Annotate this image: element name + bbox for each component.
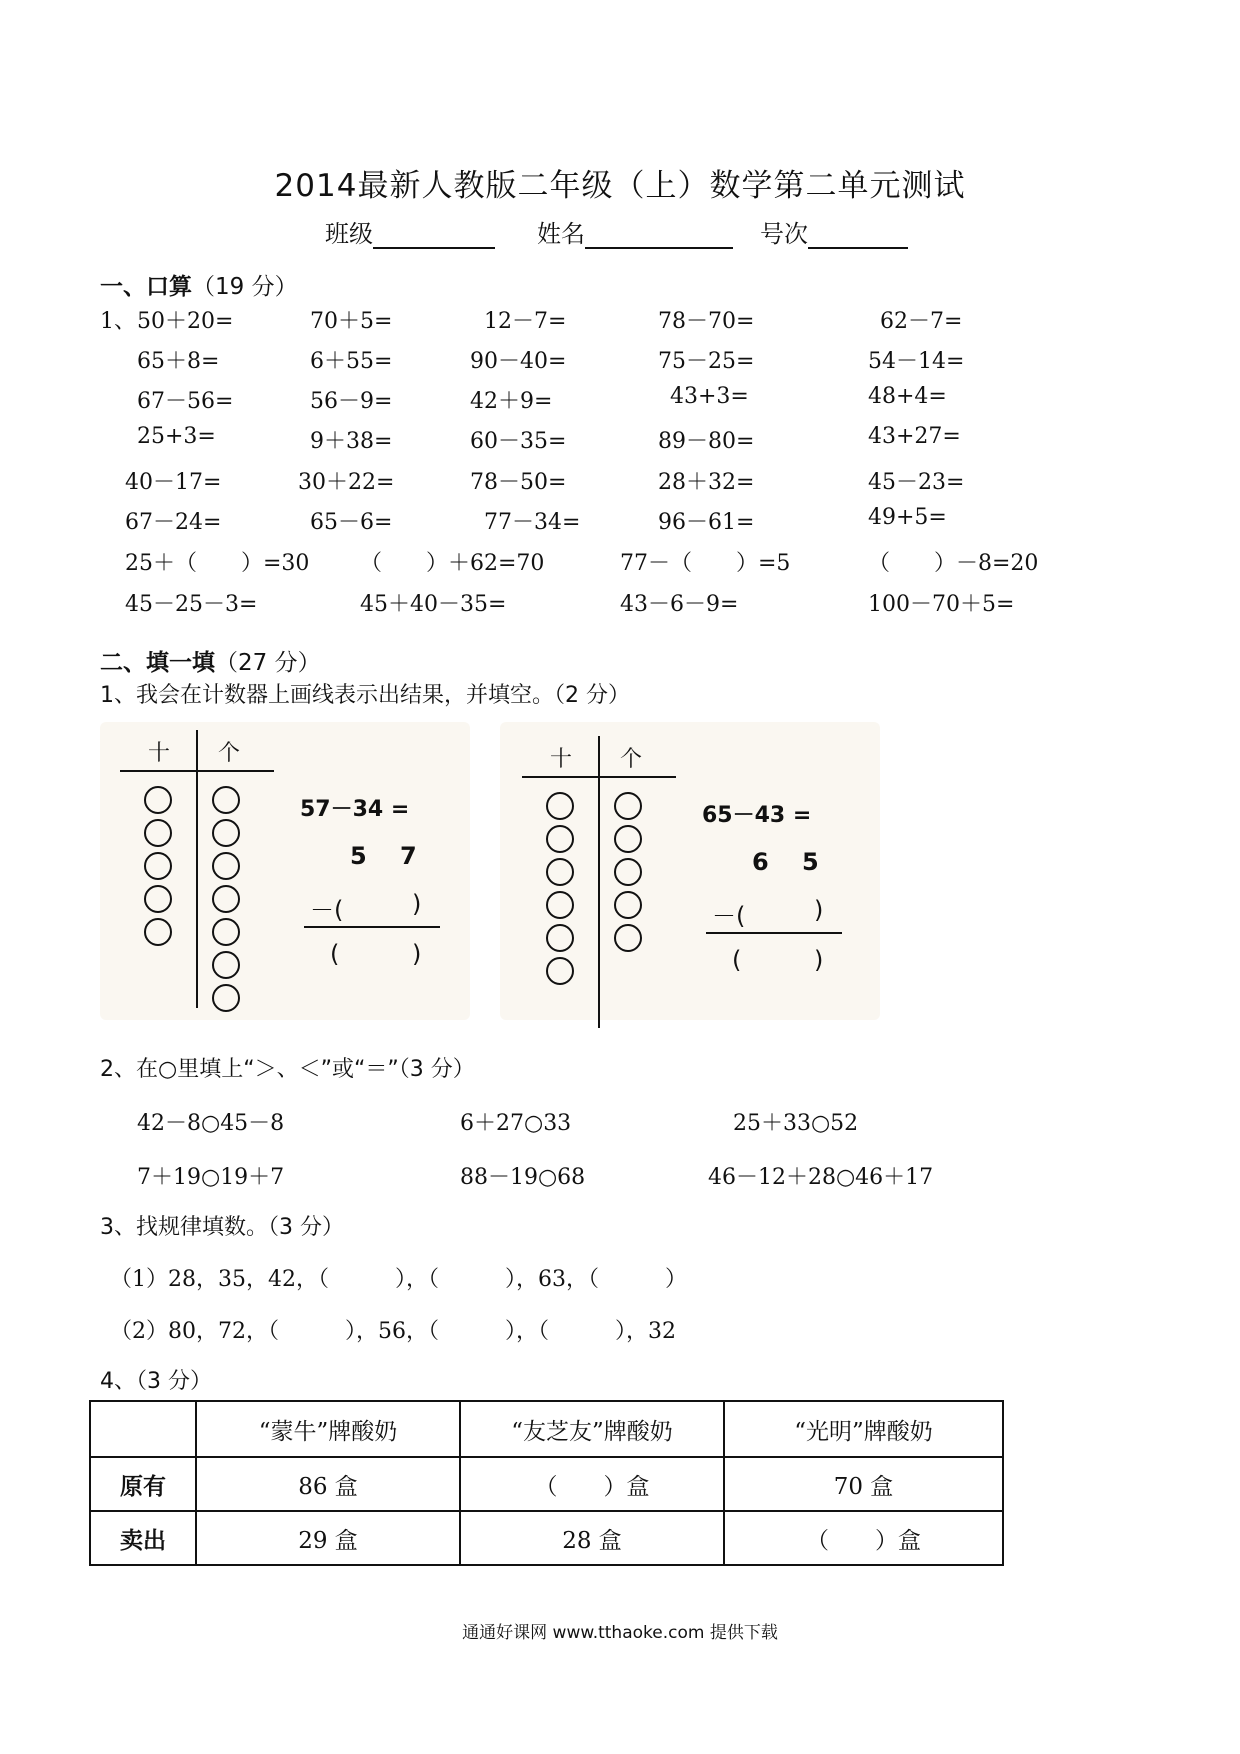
calc-item[interactable]: 43－6－9= xyxy=(620,592,739,617)
calc-item[interactable]: 40－17= xyxy=(125,470,222,495)
ones-label: 个 xyxy=(218,741,241,766)
tens-bead xyxy=(144,885,172,913)
calc-item[interactable]: 77－（ ）=5 xyxy=(620,551,791,576)
table-cell: 28 盒 xyxy=(460,1511,724,1565)
number-label: 号次 xyxy=(760,220,808,248)
section1-title: 一、口算 xyxy=(100,274,192,300)
row-label: 卖出 xyxy=(90,1511,196,1565)
calc-item[interactable]: 6＋55= xyxy=(310,349,393,374)
table-row xyxy=(90,1511,1003,1565)
name-blank[interactable] xyxy=(585,221,733,249)
tens-bead xyxy=(144,918,172,946)
ones-bead xyxy=(212,885,240,913)
ones-bead xyxy=(212,984,240,1012)
ones-bead xyxy=(614,825,642,853)
calc-item[interactable]: 89－80= xyxy=(658,429,755,454)
calc-item[interactable]: 28＋32= xyxy=(658,470,755,495)
calc-item[interactable]: 78－70= xyxy=(658,309,755,334)
calc-item[interactable]: 42＋9= xyxy=(470,389,553,414)
table-header-cell: “光明”牌酸奶 xyxy=(724,1401,1003,1457)
question-1: 1、我会在计数器上画线表示出结果，并填空。（2 分） xyxy=(100,683,630,708)
result-open[interactable]: ( xyxy=(732,946,742,974)
ones-bead xyxy=(212,786,240,814)
calc-item[interactable]: 78－50= xyxy=(470,470,567,495)
calc-item[interactable]: 65＋8= xyxy=(137,349,220,374)
calc-item[interactable]: 54－14= xyxy=(868,349,965,374)
calc-item[interactable]: 100－70＋5= xyxy=(868,592,1015,617)
table-cell[interactable]: （ ）盒 xyxy=(460,1457,724,1511)
row-label: 原有 xyxy=(90,1457,196,1511)
minuend-ones: 7 xyxy=(400,842,417,870)
sum-line xyxy=(706,932,842,934)
calc-item[interactable]: 56－9= xyxy=(310,389,393,414)
ones-bead xyxy=(212,852,240,880)
abacus-divider xyxy=(598,736,600,1028)
table-cell: 70 盒 xyxy=(724,1457,1003,1511)
calc-item[interactable]: 43+27= xyxy=(868,424,961,449)
yogurt-table xyxy=(89,1400,1004,1566)
calc-item[interactable]: 48+4= xyxy=(868,384,947,409)
table-cell[interactable]: （ ）盒 xyxy=(724,1511,1003,1565)
tens-bead xyxy=(546,957,574,985)
calc-item[interactable]: 70＋5= xyxy=(310,309,393,334)
ones-bead xyxy=(614,924,642,952)
calc-item[interactable]: 67－56= xyxy=(137,389,234,414)
subtrahend-open[interactable]: －( xyxy=(712,902,746,930)
footer-credit: 通通好课网 www.tthaoke.com 提供下载 xyxy=(462,1623,778,1643)
calc-item[interactable]: 67－24= xyxy=(125,510,222,535)
calc-item[interactable]: 49+5= xyxy=(868,505,947,530)
calc-item[interactable]: 25＋（ ）=30 xyxy=(125,551,310,576)
calc-item[interactable]: 65－6= xyxy=(310,510,393,535)
calc-item[interactable]: （ ）－8=20 xyxy=(868,551,1039,576)
question-prefix: 1、 xyxy=(100,309,136,334)
ones-bead xyxy=(614,858,642,886)
calc-item[interactable]: 90－40= xyxy=(470,349,567,374)
minuend-tens: 6 xyxy=(752,848,769,876)
result-open[interactable]: ( xyxy=(330,940,340,968)
ones-bead xyxy=(212,819,240,847)
calc-item[interactable]: （ ）＋62=70 xyxy=(360,551,545,576)
section2-title: 二、填一填 xyxy=(100,650,215,676)
calc-item[interactable]: 75－25= xyxy=(658,349,755,374)
class-label-line xyxy=(325,214,495,249)
minuend-ones: 5 xyxy=(802,848,819,876)
tens-bead xyxy=(144,819,172,847)
calc-item[interactable]: 45＋40－35= xyxy=(360,592,507,617)
class-blank[interactable] xyxy=(373,221,495,249)
minuend-tens: 5 xyxy=(350,842,367,870)
calc-item[interactable]: 60－35= xyxy=(470,429,567,454)
ones-bead xyxy=(212,918,240,946)
tens-label: 十 xyxy=(550,747,573,772)
calc-item[interactable]: 30＋22= xyxy=(298,470,395,495)
calc-item[interactable]: 9＋38= xyxy=(310,429,393,454)
tens-bead xyxy=(546,924,574,952)
number-blank[interactable] xyxy=(808,221,908,249)
section1-heading xyxy=(100,268,298,301)
page-title: 2014最新人教版二年级（上）数学第二单元测试 xyxy=(274,168,966,204)
name-label: 姓名 xyxy=(537,220,585,248)
section2-heading xyxy=(100,644,321,677)
compare-item[interactable]: 6＋27○33 xyxy=(460,1111,572,1136)
tens-bead xyxy=(144,786,172,814)
result-close: ) xyxy=(814,946,824,974)
table-cell: 29 盒 xyxy=(196,1511,460,1565)
number-label-line xyxy=(760,214,908,249)
calc-item[interactable]: 77－34= xyxy=(484,510,581,535)
tens-label: 十 xyxy=(148,741,171,766)
tens-bead xyxy=(144,852,172,880)
compare-item[interactable]: 42－8○45－8 xyxy=(137,1111,285,1136)
tens-bead xyxy=(546,858,574,886)
question-2: 2、在○里填上“＞、＜”或“＝”（3 分） xyxy=(100,1057,475,1082)
calc-item[interactable]: 25+3= xyxy=(137,424,216,449)
ones-bead xyxy=(614,792,642,820)
tens-bead xyxy=(546,792,574,820)
subtrahend-close: ) xyxy=(814,896,824,924)
calc-item[interactable]: 62－7= xyxy=(880,309,963,334)
section2-score: （27 分） xyxy=(215,650,321,676)
table-header-cell: “友芝友”牌酸奶 xyxy=(460,1401,724,1457)
compare-item[interactable]: 46－12＋28○46＋17 xyxy=(708,1165,934,1190)
calc-item[interactable]: 12－7= xyxy=(484,309,567,334)
equation: 57－34 = xyxy=(300,797,410,822)
subtrahend-open[interactable]: －( xyxy=(310,896,344,924)
abacus-divider xyxy=(196,730,198,1008)
table-header-cell xyxy=(90,1401,196,1457)
calc-item[interactable]: 45－25－3= xyxy=(125,592,258,617)
section1-score: （19 分） xyxy=(192,274,298,300)
pattern-2: （2）80，72，（ ），56，（ ），（ ），32 xyxy=(110,1319,676,1344)
compare-item[interactable]: 7＋19○19＋7 xyxy=(137,1165,285,1190)
equation: 65－43 = xyxy=(702,803,812,828)
calc-item[interactable]: 96－61= xyxy=(658,510,755,535)
calc-item[interactable]: 43+3= xyxy=(670,384,749,409)
subtrahend-close: ) xyxy=(412,890,422,918)
question-4: 4、（3 分） xyxy=(100,1369,212,1394)
calc-item[interactable]: 45－23= xyxy=(868,470,965,495)
table-header-row xyxy=(90,1401,1003,1457)
class-label: 班级 xyxy=(325,220,373,248)
compare-item[interactable]: 88－19○68 xyxy=(460,1165,586,1190)
result-close: ) xyxy=(412,940,422,968)
ones-bead xyxy=(614,891,642,919)
pattern-1: （1）28，35，42，（ ），（ ），63，（ ） xyxy=(110,1267,687,1292)
name-label-line xyxy=(537,214,733,249)
question-3: 3、找规律填数。（3 分） xyxy=(100,1215,344,1240)
ones-label: 个 xyxy=(620,747,643,772)
table-cell: 86 盒 xyxy=(196,1457,460,1511)
sum-line xyxy=(304,926,440,928)
tens-bead xyxy=(546,825,574,853)
calc-item[interactable]: 50＋20= xyxy=(137,309,234,334)
table-row xyxy=(90,1457,1003,1511)
tens-bead xyxy=(546,891,574,919)
compare-item[interactable]: 25＋33○52 xyxy=(733,1111,859,1136)
ones-bead xyxy=(212,951,240,979)
table-header-cell: “蒙牛”牌酸奶 xyxy=(196,1401,460,1457)
